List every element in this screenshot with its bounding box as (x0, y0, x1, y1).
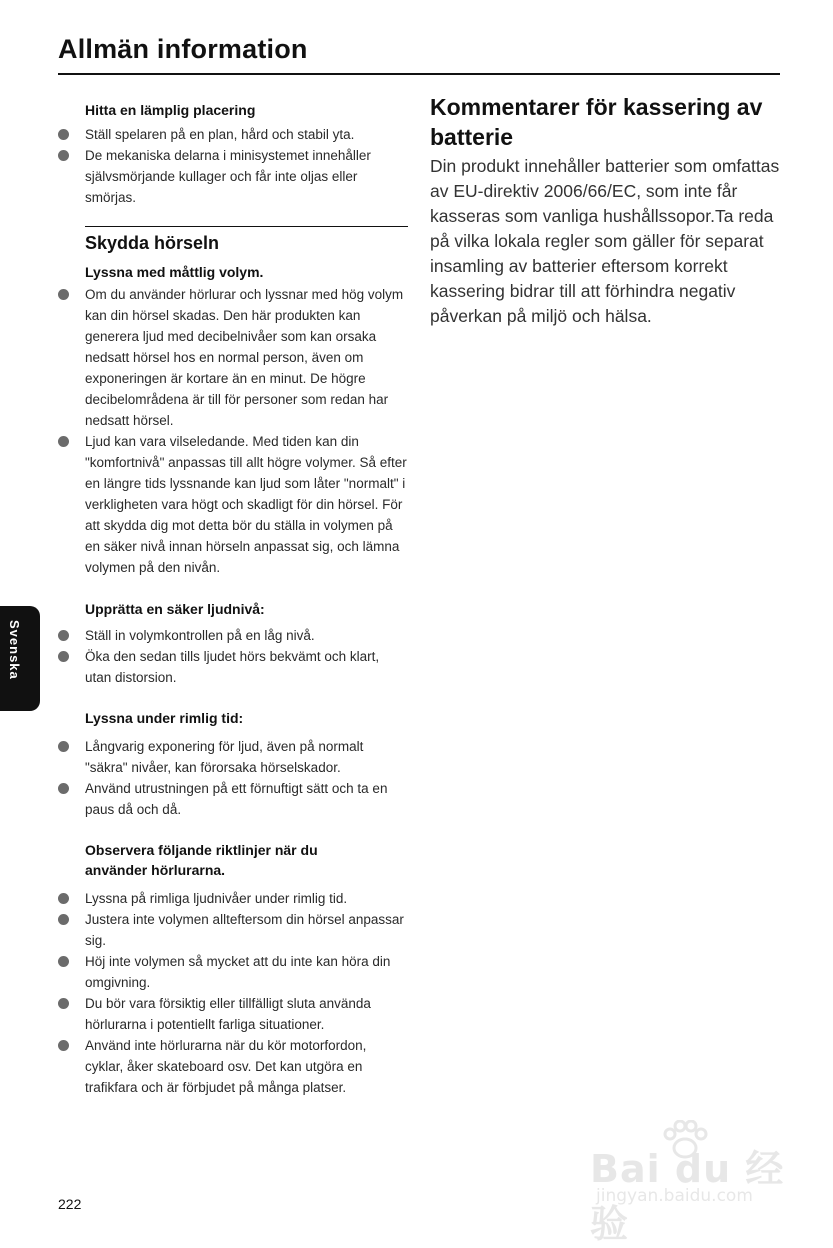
language-tab (0, 606, 40, 711)
moderate-volume-heading: Lyssna med måttlig volym. (85, 264, 264, 280)
battery-disposal-title: Kommentarer för kassering av batterie (430, 94, 763, 150)
list-item (58, 736, 408, 778)
list-item (58, 888, 408, 909)
guidelines-list (58, 888, 408, 1098)
watermark-url: jingyan.baidu.com (596, 1186, 753, 1206)
list-item (58, 778, 408, 820)
moderate-volume-list (58, 284, 408, 578)
watermark-brand: Bai du 经验 (590, 1147, 785, 1246)
list-item-text: Använd inte hörlurarna när du kör motorfordon, cyklar, åker skateboard osv. Det kan utgöra en trafikfara och är förbjudet på många platser. (85, 1038, 367, 1095)
right-column (430, 92, 785, 329)
page-number: 222 (58, 1196, 82, 1212)
safe-level-list (58, 625, 408, 688)
bullet-icon (58, 893, 69, 904)
bullet-icon (58, 783, 69, 794)
language-tab-label: Svenska (7, 620, 22, 680)
bullet-icon (58, 289, 69, 300)
list-item (58, 145, 408, 208)
list-item (58, 646, 408, 688)
section-title-hearing: Skydda hörseln (85, 233, 220, 253)
title-divider (58, 73, 780, 75)
reasonable-time-list (58, 736, 408, 820)
list-item (58, 1035, 408, 1098)
list-item-text: Öka den sedan tills ljudet hörs bekvämt och klart, utan distorsion. (85, 649, 380, 685)
list-item (58, 909, 408, 951)
battery-disposal-text: Din produkt innehåller batterier som omfattas av EU-direktiv 2006/66/EC, som inte får kasseras som vanliga hushållssopor.Ta reda på vilka lokala regler som gäller för separat insamling av batterier eftersom korrekt kassering bidrar till att förhindra negativ påverkan på miljö och hälsa. (430, 156, 780, 326)
list-item (58, 284, 408, 431)
reasonable-time-heading: Lyssna under rimlig tid: (85, 710, 244, 726)
list-item-text: Ställ spelaren på en plan, hård och stabil yta. (85, 127, 355, 142)
list-item-text: Höj inte volymen så mycket att du inte kan höra din omgivning. (85, 954, 391, 990)
bullet-icon (58, 150, 69, 161)
bullet-icon (58, 630, 69, 641)
watermark-logo (590, 1120, 790, 1246)
guidelines-heading: Observera följande riktlinjer när du använder hörlurarna. (85, 842, 318, 878)
placement-heading: Hitta en lämplig placering (85, 102, 256, 118)
safe-level-heading: Upprätta en säker ljudnivå: (85, 601, 265, 617)
bullet-icon (58, 914, 69, 925)
bullet-icon (58, 998, 69, 1009)
list-item-text: Lyssna på rimliga ljudnivåer under rimlig tid. (85, 891, 348, 906)
list-item-text: Om du använder hörlurar och lyssnar med hög volym kan din hörsel skadas. Den här produkten kan generera ljud med decibelnivåer som kan orsaka nedsatt hörsel hos en normal person, även om exponeringen är kortare än en minut. De högre decibelområdena är till för personer som redan har nedsatt hörsel. (85, 287, 404, 428)
list-item-text: Du bör vara försiktig eller tillfälligt sluta använda hörlurarna i potentiellt farliga situationer. (85, 996, 371, 1032)
list-item-text: Ljud kan vara vilseledande. Med tiden kan din "komfortnivå" anpassas till allt högre volymer. Så efter en längre tids lyssnande kan ljud som låter "normalt" i verkligheten vara högt och skadligt för din hörsel. För att skydda dig mot detta bör du ställa in volymen på en säker nivå innan hörseln anpassat sig, och lämna volymen på den nivån. (85, 434, 407, 575)
bullet-icon (58, 956, 69, 967)
list-item-text: De mekaniska delarna i minisystemet innehåller självsmörjande kullager och får inte oljas eller smörjas. (85, 148, 371, 205)
bullet-icon (58, 436, 69, 447)
left-column (58, 100, 408, 1098)
list-item (58, 951, 408, 993)
list-item-text: Justera inte volymen allteftersom din hörsel anpassar sig. (85, 912, 404, 948)
bullet-icon (58, 1040, 69, 1051)
list-item (58, 625, 408, 646)
list-item-text: Långvarig exponering för ljud, även på normalt "säkra" nivåer, kan förorsaka hörselskador. (85, 739, 364, 775)
bullet-icon (58, 741, 69, 752)
list-item (58, 431, 408, 578)
bullet-icon (58, 651, 69, 662)
list-item (58, 124, 408, 145)
bullet-icon (58, 129, 69, 140)
list-item-text: Använd utrustningen på ett förnuftigt sätt och ta en paus då och då. (85, 781, 388, 817)
list-item-text: Ställ in volymkontrollen på en låg nivå. (85, 628, 315, 643)
placement-list (58, 124, 408, 208)
list-item (58, 993, 408, 1035)
page-title: Allmän information (58, 34, 308, 64)
